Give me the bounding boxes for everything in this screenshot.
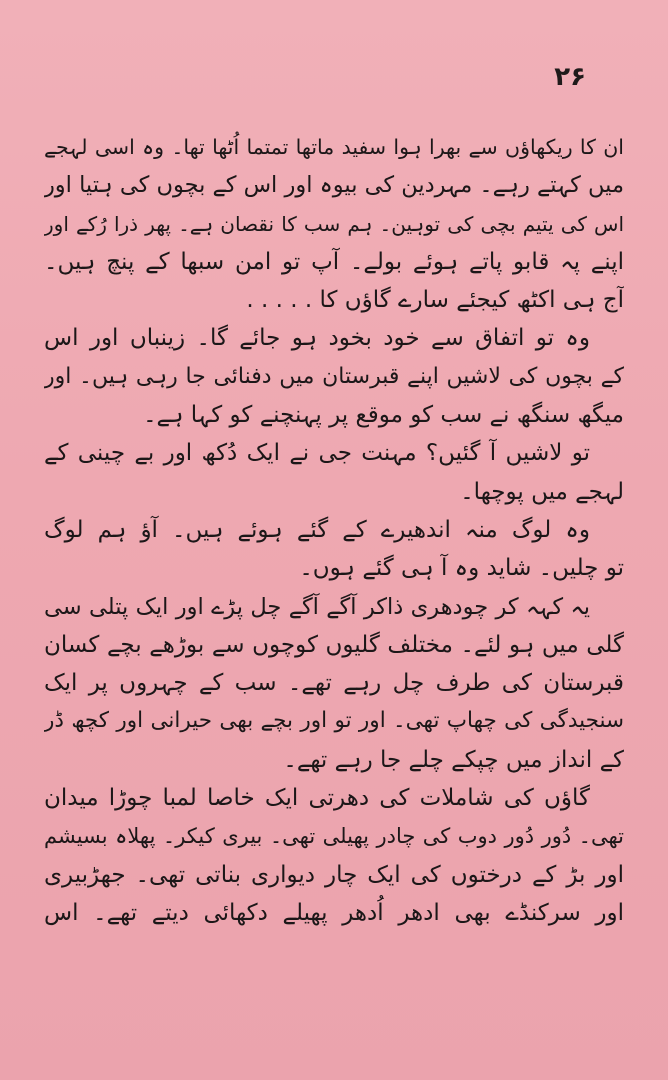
text-line: قبرستان کی طرف چل رہے تھے۔ سب کے چہروں پر ایک (44, 670, 624, 697)
text-line: لہجے میں پوچھا۔ (460, 478, 624, 505)
text-line: ان کا ریکھاؤں سے بھرا ہوا سفید ماتھا تمتما اُٹھا تھا۔ وہ اسی لہجے (44, 135, 624, 159)
page-number: ۲۶ (554, 62, 586, 92)
text-line: اس کی یتیم بچی کی توہین۔ ہم سب کا نقصان ہے۔ پھر ذرا رُکے اور (44, 211, 624, 236)
text-line: اور بڑ کے درختوں کی ایک چار دیواری بناتی تھی۔ جھڑبیری (44, 861, 624, 888)
text-line: تو لاشیں آ گئیں؟ مہنت جی نے ایک دُکھ اور بے چینی کے (44, 440, 590, 467)
text-line: اور سرکنڈے بھی ادھر اُدھر پھیلے دکھائی دیتے تھے۔ اس (44, 899, 624, 926)
text-line: کے انداز میں چپکے چلے جا رہے تھے۔ (283, 746, 624, 773)
text-line: کے بچوں کی لاشیں اپنے قبرستان میں دفنائی جا رہی ہیں۔ اور (44, 363, 624, 389)
text-line: یہ کہہ کر چودھری ذاکر آگے آگے چل پڑے اور ایک پتلی سی (44, 593, 590, 620)
text-line: گلی میں ہو لئے۔ مختلف گلیوں کوچوں سے بوڑھے بچے کسان (44, 631, 624, 658)
body-text (44, 128, 624, 932)
text-line: وہ لوگ منہ اندھیرے کے گئے ہوئے ہیں۔ آؤ ہم لوگ (44, 516, 590, 543)
text-line: سنجیدگی کی چھاپ تھی۔ اور تو اور بچے بھی حیرانی اور کچھ ڈر (44, 708, 624, 734)
text-line: گاؤں کی شاملات کی دھرتی ایک خاصا لمبا چوڑا میدان (44, 785, 590, 812)
text-line: آج ہی اکٹھ کیجئے سارے گاؤں کا . . . . . (246, 287, 624, 314)
text-line: تھی۔ دُور دُور دوب کی چادر پھیلی تھی۔ بیری کیکر۔ پھلاہ بسیشم (44, 824, 624, 849)
text-line: میں کہتے رہے۔ مہردین کی بیوہ اور اس کے بچوں کی ہتیا اور (44, 172, 624, 199)
text-line: اپنے پہ قابو پاتے ہوئے بولے۔ آپ تو امن سبھا کے پنچ ہیں۔ (44, 248, 624, 275)
text-line: میگھ سنگھ نے سب کو موقع پر پہنچنے کو کہا ہے۔ (143, 402, 624, 429)
text-line: وہ تو اتفاق سے خود بخود ہو جائے گا۔ زینباں اور اس (44, 325, 590, 352)
text-line: تو چلیں۔ شاید وہ آ ہی گئے ہوں۔ (299, 555, 624, 582)
